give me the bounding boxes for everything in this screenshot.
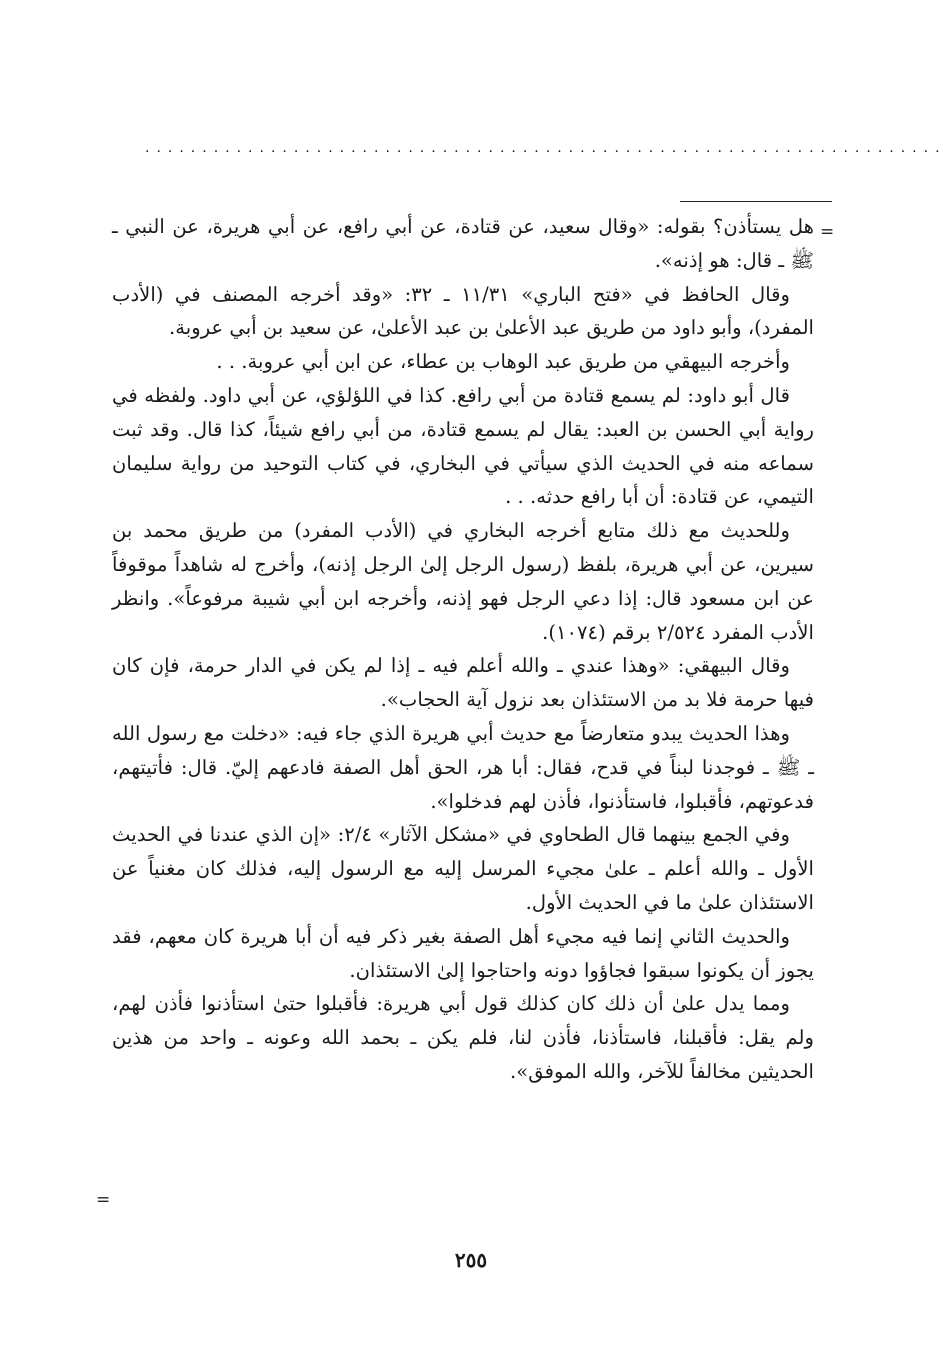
paragraph-1: هل يستأذن؟ بقوله: «وقال سعيد، عن قتادة، عن أبي رافع، عن أبي هريرة، عن النبي ـ ﷺ ـ قال: هو إذنه».	[112, 215, 814, 272]
paragraph-9: والحديث الثاني إنما فيه مجيء أهل الصفة بغير ذكر فيه أن أبا هريرة كان معهم، فقد يجوز أن يكونوا سبقوا فجاؤوا دونه واحتاجوا إلىٰ الاستئذان.	[112, 924, 814, 982]
paragraph-3: وأخرجه البيهقي من طريق عبد الوهاب بن عطاء، عن ابن أبي عروبة. . .	[216, 350, 790, 374]
footnote-rule	[680, 201, 832, 202]
footnote-body	[112, 210, 814, 1089]
paragraph-8: وفي الجمع بينهما قال الطحاوي في «مشكل الآثار» ٢/٤: «إن الذي عندنا في الحديث الأول ـ والله أعلم ـ علىٰ مجيء المرسل إليه مع الرسول إليه، فذلك كان مغنياً عن الاستئذان علىٰ ما في الحديث الأول.	[112, 823, 814, 914]
continuation-mark: =	[820, 222, 835, 242]
page-number: ٢٥٥	[454, 1248, 488, 1272]
paragraph-7: وهذا الحديث يبدو متعارضاً مع حديث أبي هريرة الذي جاء فيه: «دخلت مع رسول الله ـ ﷺ ـ فوجدنا لبناً في قدح، فقال: أبا هر، الحق أهل الصفة فادعهم إليّ. قال: فأتيتهم، فدعوتهم، فأقبلوا، فاستأذنوا، فأذن لهم فدخلوا».	[112, 721, 814, 813]
paragraph-5: وللحديث مع ذلك متابع أخرجه البخاري في (الأدب المفرد) من طريق محمد بن سيرين، عن أبي هريرة، بلفظ (رسول الرجل إلىٰ الرجل إذنه)، وأخرج له شاهداً موقوفاً عن ابن مسعود قال: إذا دعي الرجل فهو إذنه، وأخرجه ابن أبي شيبة مرفوعاً». وانظر الأدب المفرد ٢/٥٢٤ برقم (١٠٧٤).	[112, 519, 814, 644]
dotted-separator: ......................................................................	[145, 140, 947, 156]
paragraph-10: ومما يدل علىٰ أن ذلك كان كذلك قول أبي هريرة: فأقبلوا حتىٰ استأذنوا فأذن لهم، ولم يقل: فأقبلنا، فاستأذنا، فأذن لنا، فلم يكن ـ بحمد الله وعونه ـ واحد من هذين الحديثين مخالفاً للآخر، والله الموفق».	[112, 992, 814, 1083]
end-mark: =	[96, 1190, 111, 1210]
paragraph-4: قال أبو داود: لم يسمع قتادة من أبي رافع. كذا في اللؤلؤي، عن أبي داود. ولفظه في رواية أبي الحسن بن العبد: يقال لم يسمع قتادة، من أبي رافع شيئاً، كذا قال. وقد ثبت سماعه منه في الحديث الذي سيأتي في البخاري، في كتاب التوحيد من رواية سليمان التيمي، عن قتادة: أن أبا رافع حدثه. . .	[112, 383, 814, 509]
paragraph-2: وقال الحافظ في «فتح الباري» ١١/٣١ ـ ٣٢: «وقد أخرجه المصنف في (الأدب المفرد)، وأبو داود من طريق عبد الأعلىٰ بن عبد الأعلىٰ، عن سعيد بن أبي عروبة.	[112, 282, 814, 340]
paragraph-6: وقال البيهقي: «وهذا عندي ـ والله أعلم فيه ـ إذا لم يكن في الدار حرمة، فإن كان فيها حرمة فلا بد من الاستئذان بعد نزول آية الحجاب».	[112, 654, 814, 712]
